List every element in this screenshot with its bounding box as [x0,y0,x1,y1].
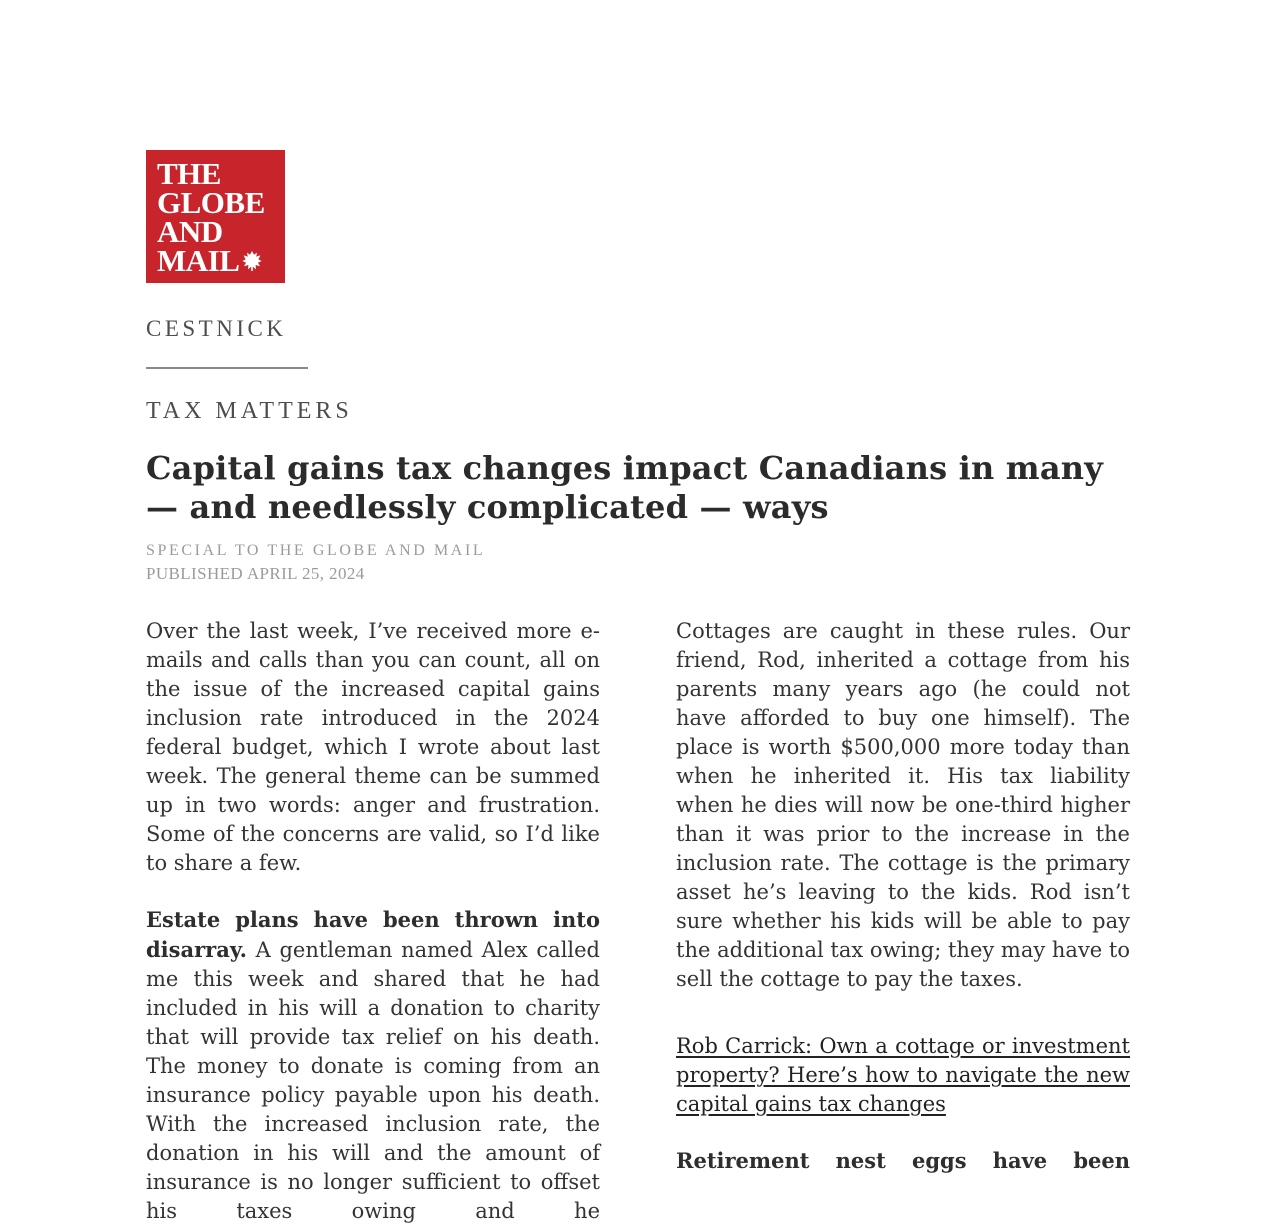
section-kicker: TAX MATTERS [146,398,353,424]
maple-leaf-icon [242,246,262,275]
left-column [146,617,600,1226]
paragraph-intro: Over the last week, I’ve received more e-mails and calls than you can count, all on the issue of the increased capital gains inclusion rate introduced in the 2024 federal budget, which I wrote about last week. The general theme can be summed up in two words: anger and frustration. Some of the concerns are valid, so I’d like to share a few. [146,619,600,875]
article-body [146,617,1130,1226]
paragraph-lead-in-bold: Retirement nest eggs have been [676,1148,1130,1173]
logo-line-mail [157,243,285,278]
paragraph-estate-plans [146,905,600,1226]
paragraph-retirement [676,1146,1130,1176]
masthead [146,150,1130,584]
headline: Capital gains tax changes impact Canadians in many — and needlessly complicated — ways [146,449,1104,526]
published-date: PUBLISHED APRIL 25, 2024 [146,564,365,583]
logo-line-and: AND [157,214,223,249]
right-column [676,617,1130,1226]
paragraph-cottages: Cottages are caught in these rules. Our friend, Rod, inherited a cottage from his parents many years ago (he could not have afforded to buy one himself). The place is worth $500,000 more today than when he inherited it. His tax liability when he dies will now be one-third higher than it was prior to the increase in the inclusion rate. The cottage is the primary asset he’s leaving to the kids. Rod isn’t sure whether his kids will be able to pay the additional tax owing; they may have to sell the cottage to pay the taxes. [676,619,1130,991]
divider-rule [146,367,308,369]
byline: SPECIAL TO THE GLOBE AND MAIL [146,542,486,559]
globe-and-mail-logo[interactable] [146,150,285,283]
logo-line-the: THE [157,156,221,191]
logo-line-mail-text: MAIL [157,243,240,278]
author-kicker: CESTNICK [146,316,287,341]
paragraph-body-text: A gentleman named Alex called me this week and shared that he had included in his will a donation to charity that will provide tax relief on his death. The money to donate is coming from an insurance policy payable upon his death. With the increased inclusion rate, the donation in his will and the amount of insurance is no longer sufficient to offset his taxes owing and he [146,938,600,1223]
related-link-paragraph [676,1032,1130,1119]
related-article-link[interactable]: Rob Carrick: Own a cottage or investment property? Here’s how to navigate the new capital gains tax changes [676,1034,1130,1116]
logo-line-globe: GLOBE [157,185,265,220]
paragraph-lead-in-bold: Estate plans have been thrown into disarray. [146,907,600,962]
